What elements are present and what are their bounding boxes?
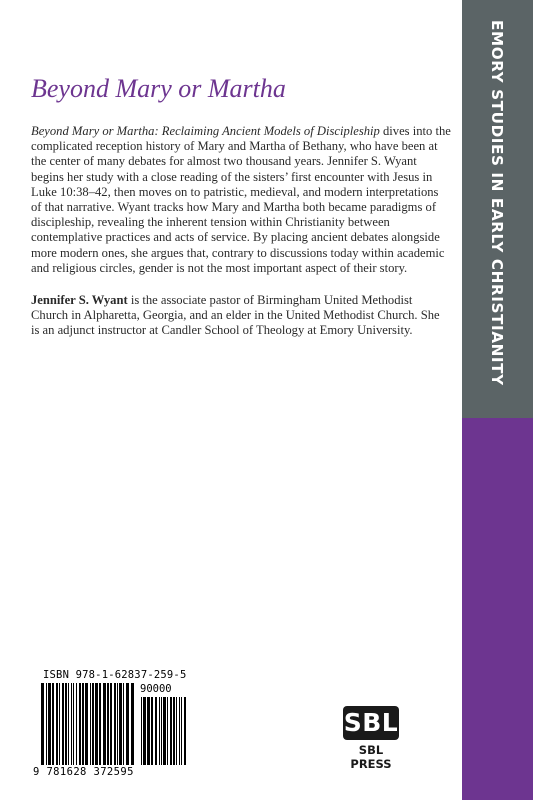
description-body: dives into the complicated reception history of Mary and Martha of Bethany, who have been at the center of many debates for almost two thousand years. Jennifer S. Wyant begins her study with a close reading of the sisters’ first encounter with Jesus in Luke 10:38–42, then moves on to patristic, medieval, and modern interpretations of that narrative. Wyant tracks how Mary and Martha both became paradigms of discipleship, revealing the inherent tension within Christianity between contemplative practices and acts of service. By placing ancient debates alongside more modern ones, she argues that, contrary to discussions today within academic and religious circles, gender is not the most important aspect of their story. — [31, 124, 451, 275]
publisher-name: SBL PRESS — [350, 743, 392, 771]
book-description — [31, 124, 451, 276]
sbl-press-logo — [341, 706, 401, 771]
price-code: 90000 — [140, 683, 172, 695]
series-title: EMORY STUDIES IN EARLY CHRISTIANITY — [488, 20, 506, 386]
logo-badge — [343, 706, 399, 740]
author-bio-text: is the associate pastor of Birmingham United Methodist Church in Alpharetta, Georgia, and an elder in the United Methodist Church. She is an adjunct instructor at Candler School of Theology at Emory University. — [31, 293, 440, 338]
series-band — [462, 0, 533, 418]
author-name: Jennifer S. Wyant — [31, 293, 128, 307]
logo-letters: SBL — [343, 708, 399, 737]
ean-digits: 9 781628 372595 — [33, 766, 134, 778]
author-bio — [31, 293, 451, 339]
book-title: Beyond Mary or Martha — [31, 74, 286, 103]
isbn-label: ISBN 978-1-62837-259-5 — [43, 669, 187, 681]
isbn-barcode — [27, 667, 193, 785]
spine-band-purple — [462, 418, 533, 800]
description-italic-title: Beyond Mary or Martha: Reclaiming Ancient Models of Discipleship — [31, 124, 380, 138]
